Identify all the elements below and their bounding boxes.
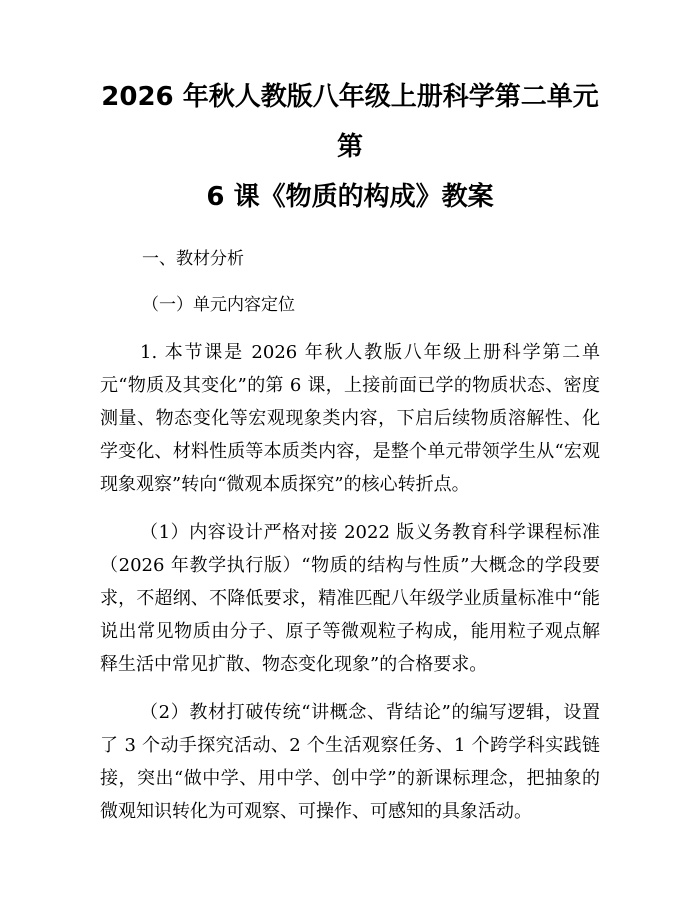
paragraph-3: （2）教材打破传统“讲概念、背结论”的编写逻辑，设置了 3 个动手探究活动、2 个生活观察任务、1 个跨学科实践链接，突出“做中学、用中学、创中学”的新课标理念，把抽象的微观知识转化为可观察、可操作、可感知的具象活动。 (100, 702, 600, 822)
title-line-1: 2026 年秋人教版八年级上册科学第二单元第 (101, 82, 599, 162)
section-heading: 一、教材分析 (142, 249, 244, 269)
paragraph-2: （1）内容设计严格对接 2022 版义务教育科学课程标准（2026 年教学执行版）“物质的结构与性质”大概念的学段要求，不超纲、不降低要求，精准匹配八年级学业质量标准中“能说出常见物质由分子、原子等微观粒子构成，能用粒子观点解释生活中常见扩散、物态变化现象”的合格要求。 (100, 522, 600, 675)
document-title (100, 72, 600, 222)
subsection-heading: （一）单元内容定位 (142, 295, 295, 315)
paragraph-1: 1. 本节课是 2026 年秋人教版八年级上册科学第二单元“物质及其变化”的第 6 课，上接前面已学的物质状态、密度测量、物态变化等宏观现象类内容，下启后续物质溶解性、化学变化、材料性质等本质类内容，是整个单元带领学生从“宏观现象观察”转向“微观本质探究”的核心转折点。 (100, 342, 600, 495)
title-line-2: 6 课《物质的构成》教案 (206, 182, 494, 212)
